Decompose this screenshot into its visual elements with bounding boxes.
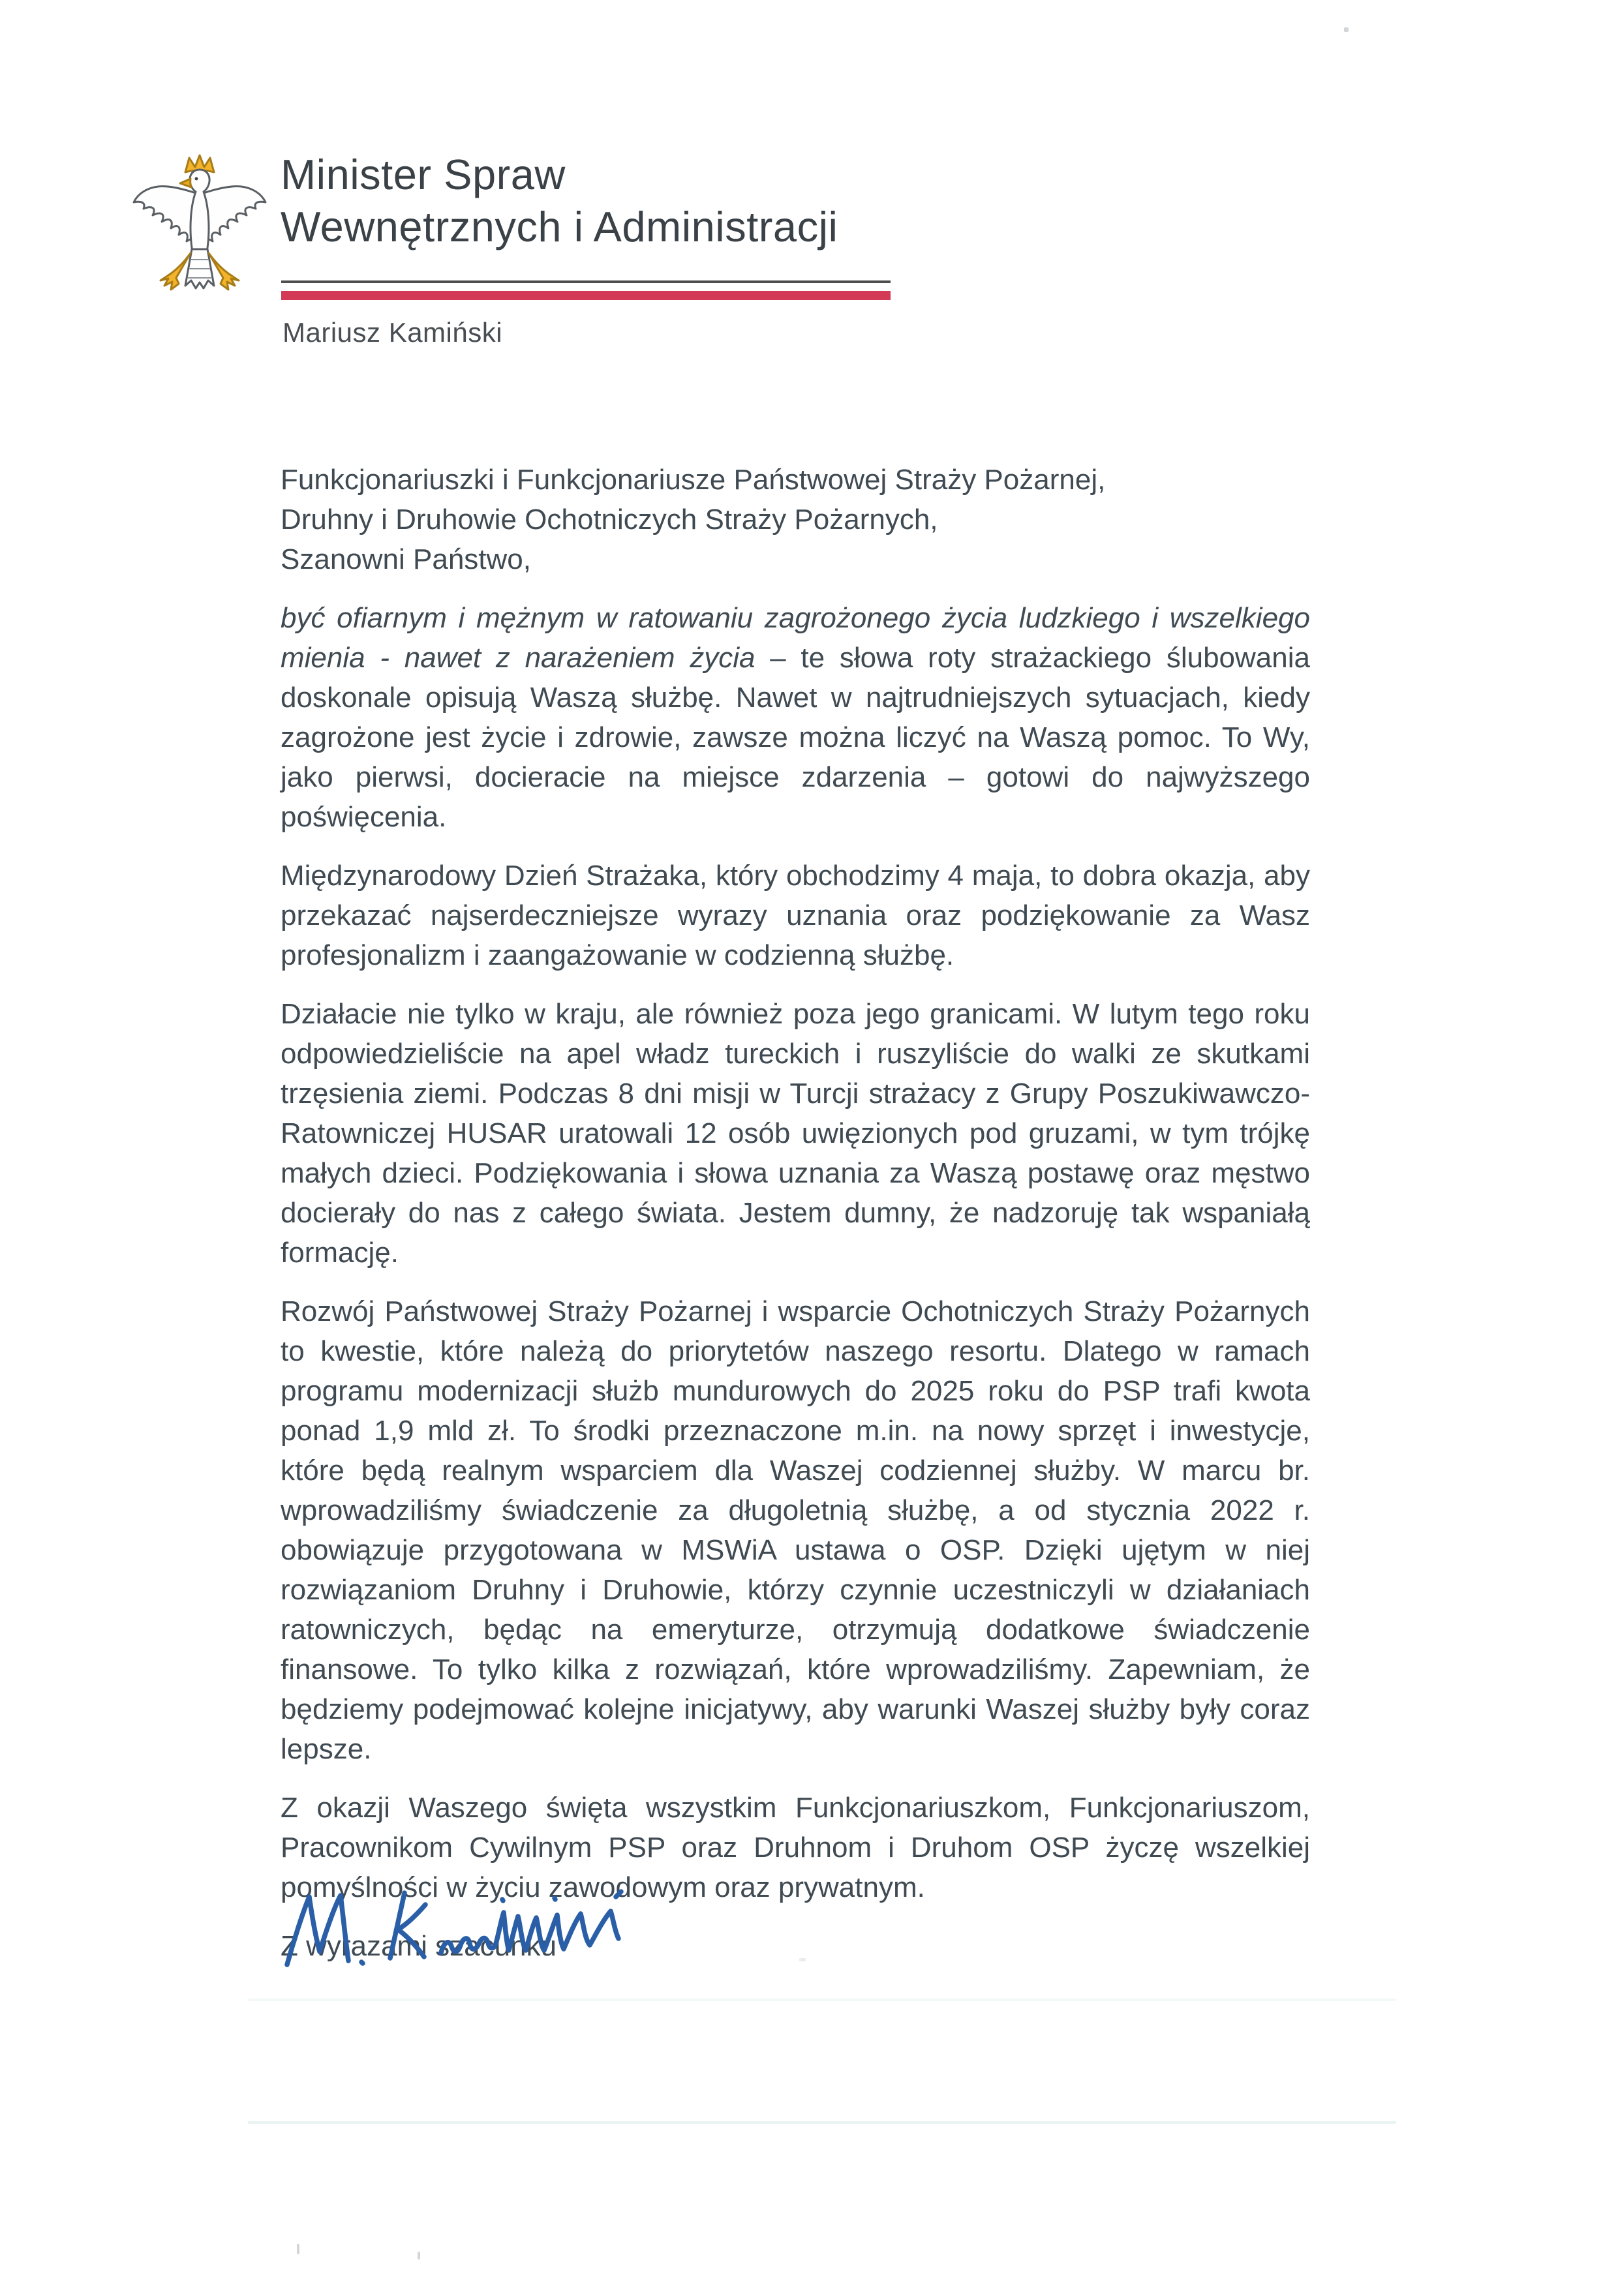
salutation-line: Druhny i Druhowie Ochotniczych Straży Pożarnych, <box>281 504 938 536</box>
scan-speck-artifact <box>418 2252 420 2259</box>
paragraph-turkey-mission: Działacie nie tylko w kraju, ale również poza jego granicami. W lutym tego roku odpowiedzieliście na apel władz tureckich i ruszyliście do walki ze skutkami trzęsienia ziemi. Podczas 8 dni misji w Turcji strażacy z Grupy Poszukiwawczo-Ratowniczej HUSAR uratowali 12 osób uwięzionych pod gruzami, w tym trójkę małych dzieci. Podziękowania i słowa uznania za Waszą postawę oraz męstwo docierały do nas z całego świata. Jestem dumny, że nadzoruję tak wspaniałą formację. <box>281 998 1310 1269</box>
scan-streak-artifact <box>248 1999 1396 2001</box>
ministry-title-line1: Minister Spraw <box>281 151 566 198</box>
ministry-title-line2: Wewnętrznych i Administracji <box>281 203 838 250</box>
salutation <box>281 460 1310 579</box>
header-rule-red-flag-stripe <box>281 291 891 300</box>
oath-quote-italic: być ofiarnym i mężnym w ratowaniu zagrożonego życia ludzkiego i wszelkiego mienia - nawet z narażeniem życia <box>281 602 1310 674</box>
paragraph-modernization: Rozwój Państwowej Straży Pożarnej i wsparcie Ochotniczych Straży Pożarnych to kwestie, które należą do priorytetów naszego resortu. Dlatego w ramach programu modernizacji służb mundurowych do 2025 roku do PSP trafi kwota ponad 1,9 mld zł. To środki przeznaczone m.in. na nowy sprzęt i inwestycje, które będą realnym wsparciem dla Waszej codziennej służby. W marcu br. wprowadziliśmy świadczenie za długoletnią służbę, a od stycznia 2022 r. obowiązuje przygotowana w MSWiA ustawa o OSP. Dzięki ujętym w niej rozwiązaniom Druhny i Druhowie, którzy czynnie uczestniczyli w działaniach ratowniczych, będąc na emeryturze, otrzymują dodatkowe świadczenie finansowe. To tylko kilka z rozwiązań, które wprowadziliśmy. Zapewniam, że będziemy podejmować kolejne inicjatywy, aby warunki Waszej służby były coraz lepsze. <box>281 1295 1310 1765</box>
salutation-line: Funkcjonariuszki i Funkcjonariusze Państwowej Straży Pożarnej, <box>281 464 1106 496</box>
signature-m-kaminski <box>279 1880 645 1978</box>
scan-speck-artifact <box>1344 27 1349 32</box>
scan-streak-artifact <box>248 2121 1396 2124</box>
salutation-line: Szanowni Państwo, <box>281 543 531 575</box>
paragraph-firefighters-day: Międzynarodowy Dzień Strażaka, który obchodzimy 4 maja, to dobra okazja, aby przekazać najserdeczniejsze wyrazy uznania oraz podziękowanie za Wasz profesjonalizm i zaangażowanie w codzienną służbę. <box>281 860 1310 971</box>
letter-body <box>281 460 1310 1985</box>
polish-eagle-emblem <box>130 150 269 307</box>
paragraph-wishes: Z okazji Waszego święta wszystkim Funkcjonariuszkom, Funkcjonariuszom, Pracownikom Cywilnym PSP oraz Druhnom i Druhom OSP życzę wszelkiej pomyślności w życiu zawodowym oraz prywatnym. <box>281 1792 1310 1903</box>
closing-line: Z wyrazami szacunku <box>281 1930 557 1962</box>
oath-continuation: – te słowa roty strażackiego ślubowania doskonale opisują Waszą służbę. Nawet w najtrudniejszych sytuacjach, kiedy zagrożone jest życie i zdrowie, zawsze można liczyć na Waszą pomoc. To Wy, jako pierwsi, docieracie na miejsce zdarzenia – gotowi do najwyższego poświęcenia. <box>281 642 1310 833</box>
scan-speck-artifact <box>297 2244 299 2254</box>
ministry-title <box>281 149 998 253</box>
minister-name: Mariusz Kamiński <box>282 317 503 348</box>
scan-speck-artifact <box>799 1958 806 1961</box>
paragraph-oath <box>281 598 1310 837</box>
header-rule-dark <box>281 280 891 283</box>
